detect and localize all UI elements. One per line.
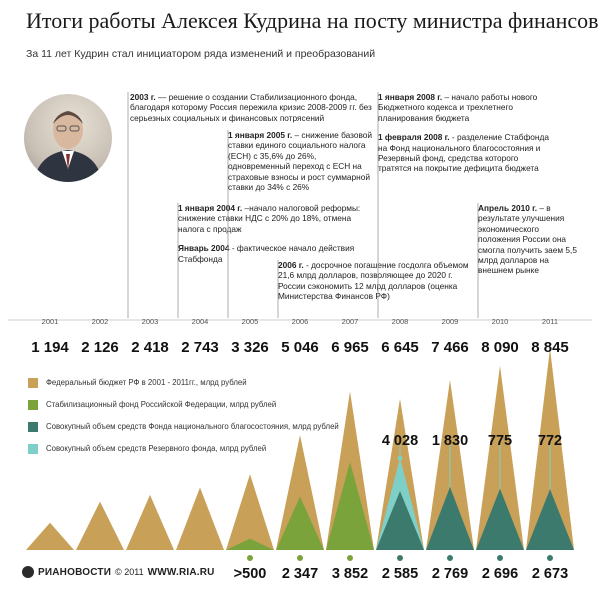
year-label-2011: 2011 bbox=[541, 317, 559, 326]
reserve-label-2008: 4 028 bbox=[381, 433, 419, 449]
event-2010: Апрель 2010 г. – в результате улучшения экономического положения России она смогла получить заем 5,5 млрд долларов на внешнем рынке bbox=[478, 203, 577, 276]
event-2008: 1 января 2008 г. – начало работы нового Бюджетного кодекса и трехлетнего планирования бюджета 1 февраля 2008 г. - разделение Стабфонда на Фонд национального благосостояния и Резервный фонд, средства которого тратятся на покрытие дефицита бюджета bbox=[378, 92, 549, 174]
footer bbox=[22, 566, 215, 578]
bottom-dot-2008 bbox=[397, 555, 403, 561]
year-label-2009: 2009 bbox=[441, 317, 459, 326]
bottom-label-2009: 2 769 bbox=[431, 566, 469, 582]
year-label-2007: 2007 bbox=[341, 317, 359, 326]
budget-label-2001: 1 194 bbox=[31, 339, 69, 356]
budget-label-2008: 6 645 bbox=[381, 339, 419, 356]
reserve-label-2010: 775 bbox=[487, 433, 513, 449]
budget-label-2009: 7 466 bbox=[431, 339, 469, 356]
legend-swatch-nwf bbox=[28, 422, 38, 432]
brand-name: РИАНОВОСТИ bbox=[38, 566, 112, 578]
budget-label-2007: 6 965 bbox=[331, 339, 369, 356]
event-2004: 1 января 2004 г. –начало налоговой реформы: снижение ставки НДС с 20% до 18%, отмена налога с продаж Январь 2004 - фактическое начало действия Стабфонда bbox=[178, 203, 361, 264]
year-label-2002: 2002 bbox=[91, 317, 109, 326]
legend-swatch-budget bbox=[28, 378, 38, 388]
bottom-dot-2009 bbox=[447, 555, 453, 561]
reserve-label-2009: 1 830 bbox=[431, 433, 469, 449]
budget-label-2011: 8 845 bbox=[531, 339, 569, 356]
year-label-2003: 2003 bbox=[141, 317, 159, 326]
event-2005: 1 января 2005 г. – снижение базовой ставки единого социального налога (ЕСН) с 35,6% до 26%, одновременный переход с ЕСН на страховые взносы и рост суммарной ставки до 34% с 26% bbox=[228, 130, 373, 193]
budget-label-2010: 8 090 bbox=[481, 339, 519, 356]
bottom-dot-2010 bbox=[497, 555, 503, 561]
bottom-dot-2011 bbox=[547, 555, 553, 561]
site-url: WWW.RIA.RU bbox=[147, 566, 215, 578]
page-subtitle: За 11 лет Кудрин стал инициатором ряда изменений и преобразований bbox=[26, 48, 376, 60]
budget-spike-2001 bbox=[26, 523, 74, 550]
budget-label-2006: 5 046 bbox=[281, 339, 319, 356]
event-2006: 2006 г. - досрочное погашение госдолга объемом 21,6 млрд долларов, позволяющее до 2020 г. России сэкономить 12 млрд долларов (оценка Министерства Финансов РФ) bbox=[278, 260, 469, 302]
legend-item-stabfund: Стабилизационный фонд Российской Федерации, млрд рублей bbox=[28, 400, 276, 410]
legend-item-budget: Федеральный бюджет РФ в 2001 - 2011гг., млрд рублей bbox=[28, 378, 247, 388]
reserve-dot-2008 bbox=[398, 456, 403, 461]
year-label-2006: 2006 bbox=[291, 317, 309, 326]
year-label-2004: 2004 bbox=[191, 317, 209, 326]
bottom-label-2005: >500 bbox=[233, 566, 267, 582]
year-label-2008: 2008 bbox=[391, 317, 409, 326]
bottom-label-2008: 2 585 bbox=[381, 566, 419, 582]
year-label-2001: 2001 bbox=[41, 317, 59, 326]
budget-label-2004: 2 743 bbox=[181, 339, 219, 356]
budget-label-2005: 3 326 bbox=[231, 339, 269, 356]
bottom-label-2007: 3 852 bbox=[331, 566, 369, 582]
legend-swatch-reserve bbox=[28, 444, 38, 454]
page-title: Итоги работы Алексея Кудрина на посту министра финансов bbox=[26, 8, 599, 33]
bottom-dot-2005 bbox=[247, 555, 253, 561]
bottom-label-2011: 2 673 bbox=[531, 566, 569, 582]
legend-item-reserve: Совокупный объем средств Резервного фонда, млрд рублей bbox=[28, 444, 266, 454]
year-label-2005: 2005 bbox=[241, 317, 259, 326]
bottom-label-2010: 2 696 bbox=[481, 566, 519, 582]
budget-spike-2004 bbox=[176, 488, 224, 550]
ria-logo-icon bbox=[22, 566, 34, 578]
year-label-2010: 2010 bbox=[491, 317, 509, 326]
bottom-label-2006: 2 347 bbox=[281, 566, 319, 582]
legend-swatch-stabfund bbox=[28, 400, 38, 410]
bottom-dot-2007 bbox=[347, 555, 353, 561]
budget-label-2003: 2 418 bbox=[131, 339, 169, 356]
budget-spike-2002 bbox=[76, 502, 124, 550]
legend-item-nwf: Совокупный объем средств Фонда национального благосостояния, млрд рублей bbox=[28, 422, 339, 432]
event-2003: 2003 г. — решение о создании Стабилизационного фонда, благодаря которому Россия пережила кризис 2008-2009 гг. без серьезных социальных и финансовых потрясений bbox=[130, 92, 372, 123]
bottom-dot-2006 bbox=[297, 555, 303, 561]
budget-spike-2003 bbox=[126, 495, 174, 550]
copyright: © 2011 bbox=[115, 567, 144, 577]
budget-label-2002: 2 126 bbox=[81, 339, 119, 356]
reserve-label-2011: 772 bbox=[537, 433, 563, 449]
